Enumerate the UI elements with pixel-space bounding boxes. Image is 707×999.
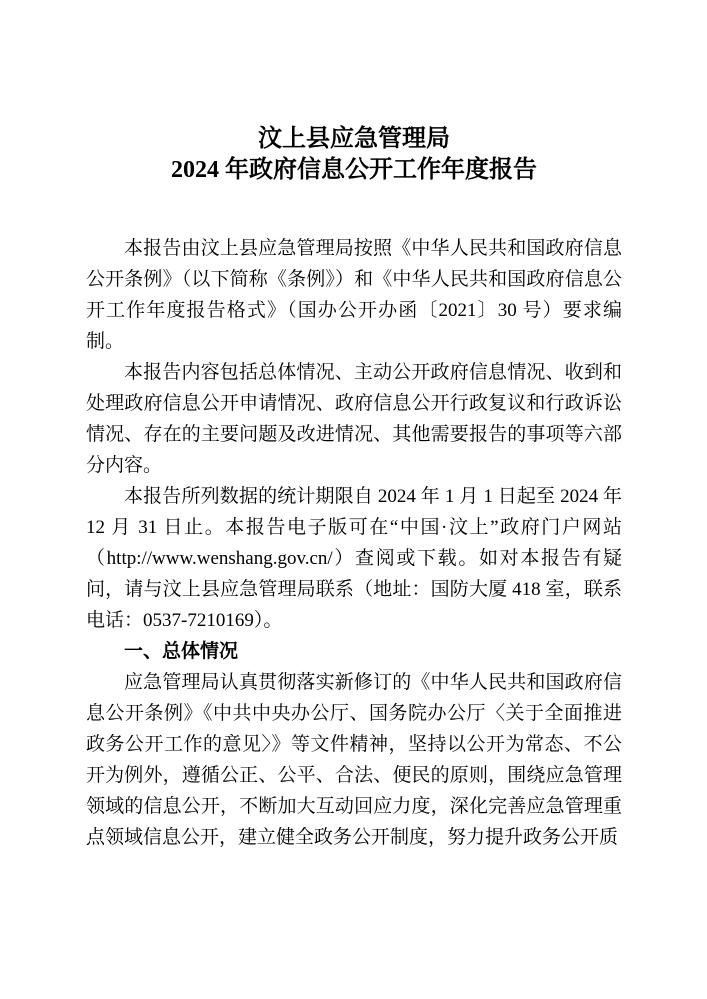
document-title-line-1: 汶上县应急管理局 xyxy=(258,126,450,152)
section-heading-overall-situation: 一、总体情况 xyxy=(124,641,239,662)
section-1-paragraph-1: 应急管理局认真贯彻落实新修订的《中华人民共和国政府信息公开条例》《中共中央办公厅、国务院办公厅〈关于全面推进政务公开工作的意见〉》等文件精神，坚持以公开为常态、不公开为例外，遵循公正、公平、合法、便民的原则，围绕应急管理领域的信息公开，不断加大互动回应力度，深化完善应急管理重点领域信息公开，建立健全政务公开制度，努力提升政务公开质 xyxy=(86,672,622,848)
intro-paragraph-basis: 本报告由汶上县应急管理局按照《中华人民共和国政府信息公开条例》（以下简称《条例》）和《中华人民共和国政府信息公开工作年度报告格式》（国办公开办函〔2021〕30 号）要求编制。 xyxy=(86,238,622,352)
document-title xyxy=(86,124,622,186)
intro-paragraph-period-contact: 本报告所列数据的统计期限自 2024 年 1 月 1 日起至 2024 年 12 月 31 日止。本报告电子版可在“中国·汶上”政府门户网站（http://www.wenshang.gov.cn/）查阅或下载。如对本报告有疑问，请与汶上县应急管理局联系（地址：国防大厦 418 室，联系电话：0537-7210169）。 xyxy=(86,486,622,631)
document-title-line-2: 2024 年政府信息公开工作年度报告 xyxy=(171,157,537,183)
intro-paragraph-contents: 本报告内容包括总体情况、主动公开政府信息情况、收到和处理政府信息公开申请情况、政府信息公开行政复议和行政诉讼情况、存在的主要问题及改进情况、其他需要报告的事项等六部分内容。 xyxy=(86,362,622,476)
